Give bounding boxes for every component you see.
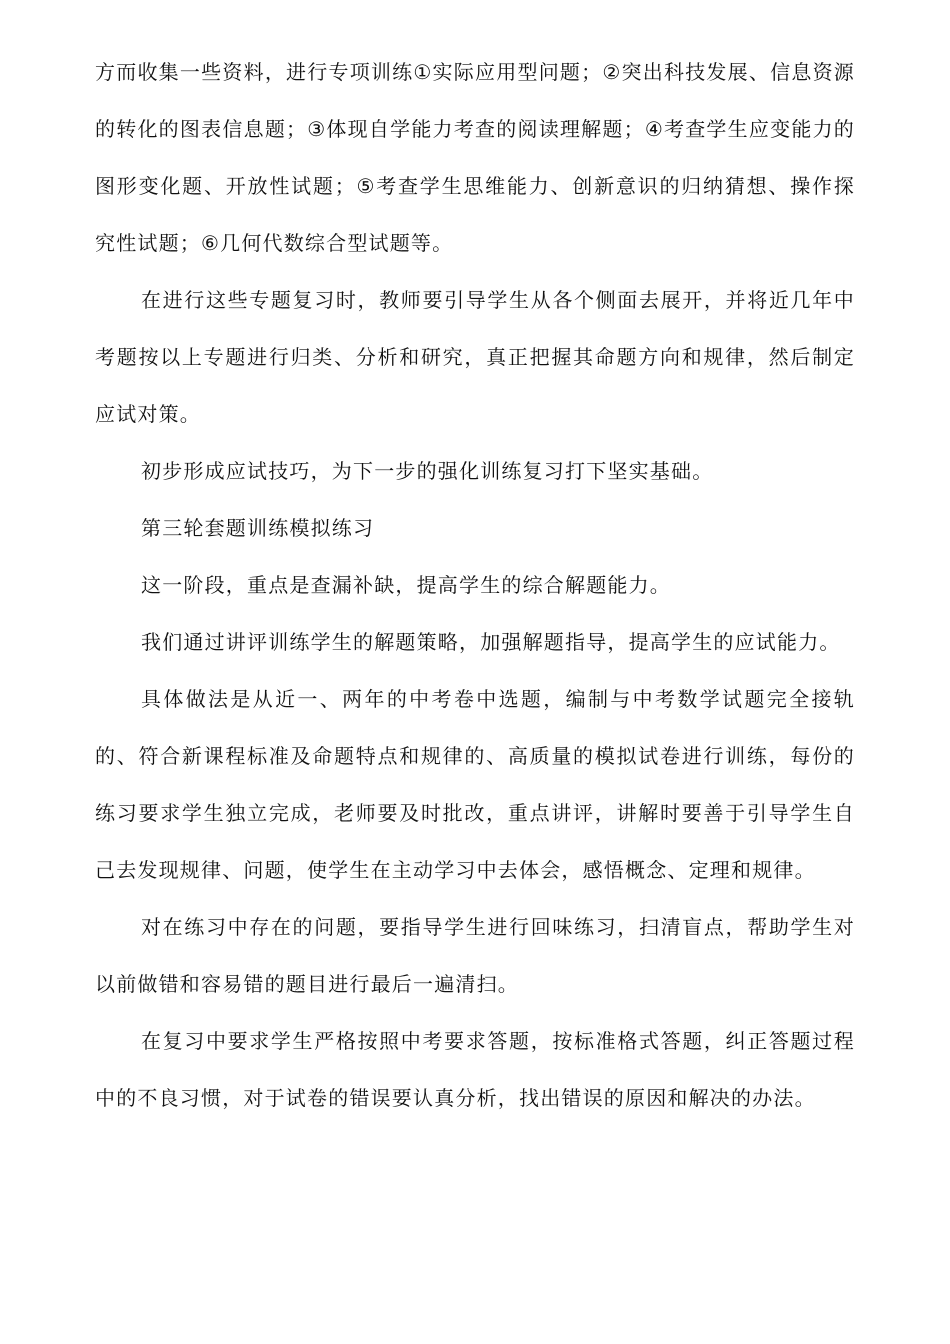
paragraph-method: 具体做法是从近一、两年的中考卷中选题，编制与中考数学试题完全接轨的、符合新课程标准及命题特点和规律的、高质量的模拟试卷进行训练，每份的练习要求学生独立完成，老师要及时批改，重点讲评，讲解时要善于引导学生自己去发现规律、问题，使学生在主动学习中去体会，感悟概念、定理和规律。 [95,687,855,882]
section-heading-third-round: 第三轮套题训练模拟练习 [141,516,375,540]
paragraph-strategy: 我们通过讲评训练学生的解题策略，加强解题指导，提高学生的应试能力。 [141,630,841,654]
paragraph-problems: 对在练习中存在的问题，要指导学生进行回味练习，扫清盲点，帮助学生对以前做错和容易错的题目进行最后一遍清扫。 [95,915,855,996]
paragraph-answer-format: 在复习中要求学生严格按照中考要求答题，按标准格式答题，纠正答题过程中的不良习惯，对于试卷的错误要认真分析，找出错误的原因和解决的办法。 [95,1029,855,1110]
paragraph-stage-focus: 这一阶段，重点是查漏补缺，提高学生的综合解题能力。 [141,573,671,597]
paragraph-continuation: 方而收集一些资料，进行专项训练①实际应用型问题；②突出科技发展、信息资源的转化的图表信息题；③体现自学能力考查的阅读理解题；④考查学生应变能力的图形变化题、开放性试题；⑤考查学生思维能力、创新意识的归纳猜想、操作探究性试题；⑥几何代数综合型试题等。 [95,60,855,255]
paragraph-topic-review: 在进行这些专题复习时，教师要引导学生从各个侧面去展开，并将近几年中考题按以上专题进行归类、分析和研究，真正把握其命题方向和规律，然后制定应试对策。 [95,288,855,426]
paragraph-exam-skills: 初步形成应试技巧，为下一步的强化训练复习打下坚实基础。 [141,459,714,483]
